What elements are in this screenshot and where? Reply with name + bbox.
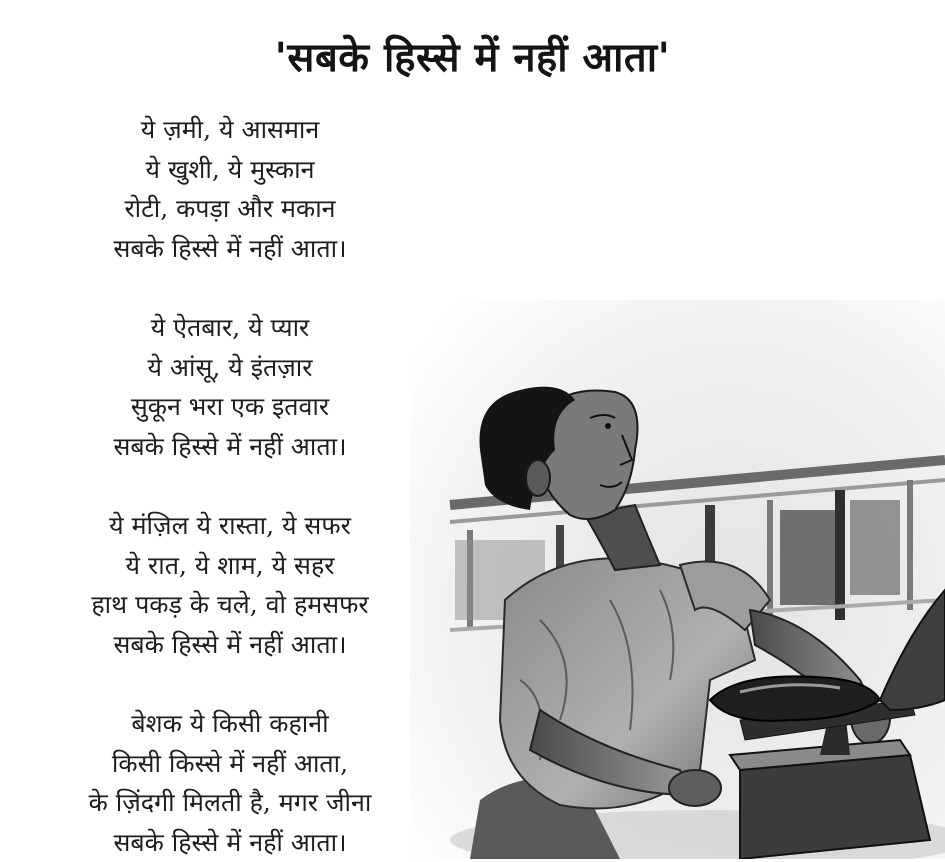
poem-line: सबके हिस्से में नहीं आता। [30,823,430,862]
poem-line: सबके हिस्से में नहीं आता। [30,229,430,269]
poem-line: ये ऐतबार, ये प्यार [30,308,430,348]
poem-line: ये खुशी, ये मुस्कान [30,150,430,190]
poem-line: किसी किस्से में नहीं आता, [30,744,430,784]
poem-line: सुकून भरा एक इतवार [30,387,430,427]
poem-line: सबके हिस्से में नहीं आता। [30,427,430,467]
boy-ear [526,460,550,496]
poem-line: के ज़िंदगी मिलती है, मगर जीना [30,783,430,823]
stanza [30,110,430,268]
stanza [30,506,430,664]
poem-line: सबके हिस्से में नहीं आता। [30,625,430,665]
poem-line: ये आंसू, ये इंतज़ार [30,348,430,388]
poem-line: ये रात, ये शाम, ये सहर [30,546,430,586]
poem-line: बेशक ये किसी कहानी [30,704,430,744]
poem-line: ये मंज़िल ये रास्ता, ये सफर [30,506,430,546]
stanza [30,308,430,466]
boy-left-hand [669,770,721,806]
boy-eye [605,423,611,429]
poem-line: हाथ पकड़ के चले, वो हमसफर [30,585,430,625]
poem-body [30,110,430,862]
shoe-shine-box [740,755,930,859]
poem-line: रोटी, कपड़ा और मकान [30,189,430,229]
stanza [30,704,430,862]
boy-shoe-shiner-illustration [410,300,945,859]
poem-line: ये ज़मी, ये आसमान [30,110,430,150]
poem-title: 'सबके हिस्से में नहीं आता' [0,28,945,83]
